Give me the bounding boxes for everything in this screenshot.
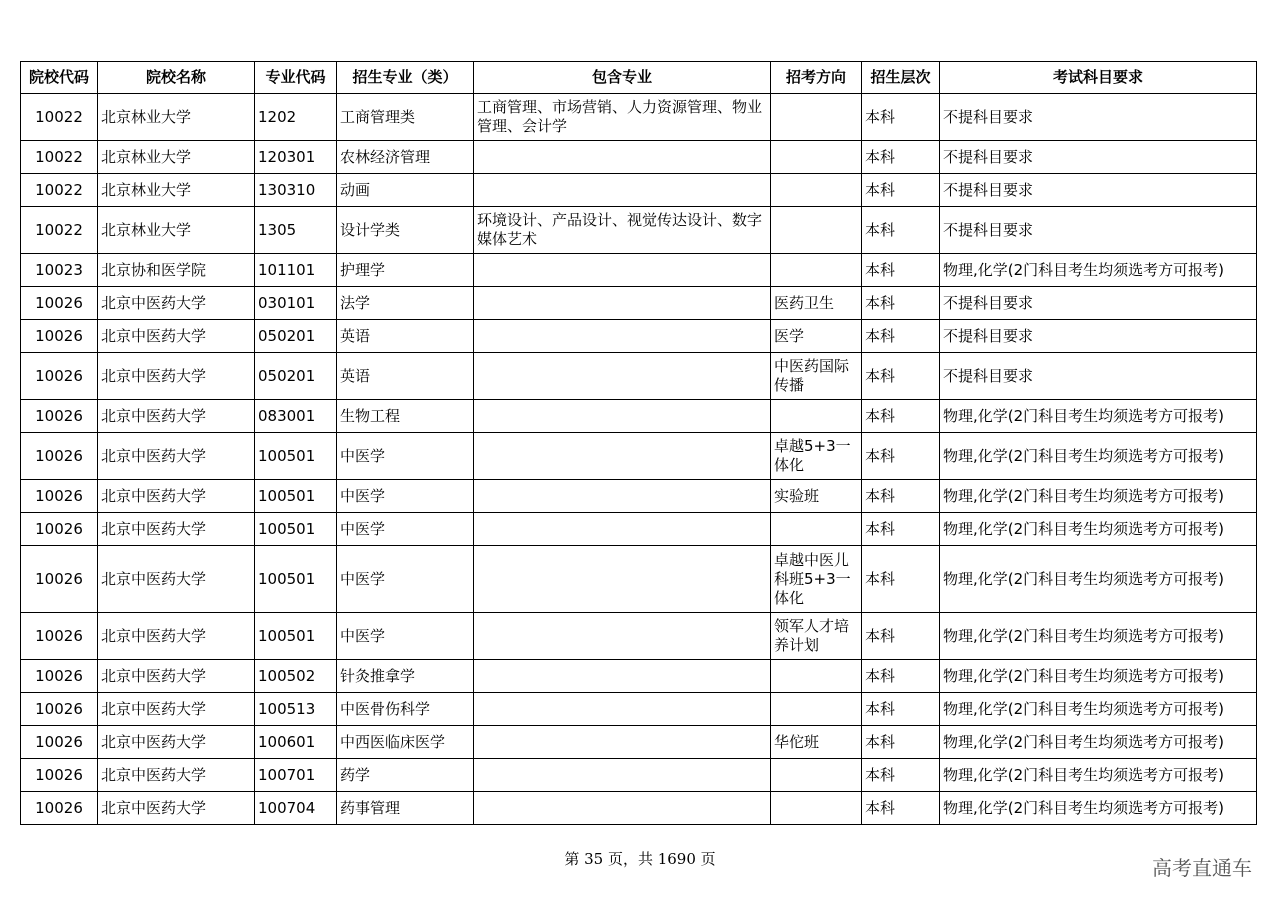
cell-school-code: 10022 [21,207,98,254]
cell-included-majors [474,792,771,825]
cell-school-name: 北京林业大学 [98,141,255,174]
cell-direction: 领军人才培养计划 [771,613,862,660]
cell-level: 本科 [862,513,940,546]
cell-included-majors [474,660,771,693]
cell-school-code: 10026 [21,546,98,613]
header-major-code: 专业代码 [255,62,337,94]
cell-subject-requirement: 物理,化学(2门科目考生均须选考方可报考) [940,613,1257,660]
cell-school-code: 10022 [21,94,98,141]
cell-level: 本科 [862,759,940,792]
table-row [21,353,1257,400]
cell-major-code: 100601 [255,726,337,759]
header-row [21,62,1257,94]
table-row [21,94,1257,141]
cell-included-majors [474,320,771,353]
cell-major-code: 083001 [255,400,337,433]
cell-major-code: 050201 [255,320,337,353]
cell-major-code: 1202 [255,94,337,141]
table-row [21,141,1257,174]
cell-school-code: 10026 [21,660,98,693]
cell-subject-requirement: 物理,化学(2门科目考生均须选考方可报考) [940,254,1257,287]
header-school-code: 院校代码 [21,62,98,94]
cell-level: 本科 [862,480,940,513]
cell-level: 本科 [862,433,940,480]
cell-direction [771,174,862,207]
cell-major: 中医学 [337,513,474,546]
cell-included-majors [474,693,771,726]
page-number: 第 35 页，共 1690 页 [564,850,716,868]
cell-school-code: 10022 [21,174,98,207]
cell-subject-requirement: 物理,化学(2门科目考生均须选考方可报考) [940,726,1257,759]
cell-level: 本科 [862,660,940,693]
cell-major: 中医学 [337,546,474,613]
cell-school-code: 10026 [21,480,98,513]
cell-school-code: 10026 [21,320,98,353]
cell-level: 本科 [862,287,940,320]
cell-level: 本科 [862,254,940,287]
cell-subject-requirement: 不提科目要求 [940,141,1257,174]
cell-included-majors: 环境设计、产品设计、视觉传达设计、数字媒体艺术 [474,207,771,254]
table-row [21,287,1257,320]
cell-level: 本科 [862,613,940,660]
cell-major-code: 100501 [255,613,337,660]
admission-table [20,61,1257,825]
cell-level: 本科 [862,94,940,141]
cell-school-name: 北京中医药大学 [98,287,255,320]
cell-subject-requirement: 物理,化学(2门科目考生均须选考方可报考) [940,546,1257,613]
table-row [21,254,1257,287]
cell-school-name: 北京中医药大学 [98,759,255,792]
cell-major: 动画 [337,174,474,207]
cell-major-code: 100501 [255,513,337,546]
cell-school-code: 10026 [21,693,98,726]
cell-major: 中西医临床医学 [337,726,474,759]
cell-subject-requirement: 不提科目要求 [940,287,1257,320]
cell-included-majors [474,513,771,546]
header-included-majors: 包含专业 [474,62,771,94]
cell-school-name: 北京中医药大学 [98,400,255,433]
cell-major-code: 100513 [255,693,337,726]
cell-school-name: 北京中医药大学 [98,513,255,546]
cell-school-name: 北京林业大学 [98,207,255,254]
cell-school-name: 北京协和医学院 [98,254,255,287]
table-row [21,480,1257,513]
cell-school-name: 北京中医药大学 [98,480,255,513]
cell-subject-requirement: 物理,化学(2门科目考生均须选考方可报考) [940,660,1257,693]
cell-major: 设计学类 [337,207,474,254]
table-row [21,726,1257,759]
cell-included-majors [474,546,771,613]
cell-major: 针灸推拿学 [337,660,474,693]
table-row [21,513,1257,546]
cell-major: 药学 [337,759,474,792]
cell-included-majors [474,174,771,207]
cell-subject-requirement: 物理,化学(2门科目考生均须选考方可报考) [940,480,1257,513]
cell-included-majors [474,287,771,320]
table-row [21,207,1257,254]
table-row [21,174,1257,207]
cell-major-code: 100501 [255,433,337,480]
cell-direction: 华佗班 [771,726,862,759]
cell-level: 本科 [862,353,940,400]
cell-level: 本科 [862,207,940,254]
cell-school-name: 北京林业大学 [98,174,255,207]
cell-direction: 卓越中医儿科班5+3一体化 [771,546,862,613]
cell-major: 工商管理类 [337,94,474,141]
header-major: 招生专业（类） [337,62,474,94]
cell-direction [771,94,862,141]
cell-level: 本科 [862,792,940,825]
table-row [21,400,1257,433]
cell-school-code: 10026 [21,513,98,546]
cell-direction [771,254,862,287]
cell-level: 本科 [862,546,940,613]
cell-subject-requirement: 物理,化学(2门科目考生均须选考方可报考) [940,433,1257,480]
cell-major: 中医学 [337,613,474,660]
cell-included-majors [474,433,771,480]
cell-school-code: 10026 [21,759,98,792]
cell-major-code: 100501 [255,480,337,513]
cell-included-majors [474,726,771,759]
cell-school-name: 北京中医药大学 [98,693,255,726]
cell-major: 农林经济管理 [337,141,474,174]
cell-direction [771,660,862,693]
cell-direction: 实验班 [771,480,862,513]
cell-included-majors [474,254,771,287]
cell-subject-requirement: 物理,化学(2门科目考生均须选考方可报考) [940,792,1257,825]
cell-major: 药事管理 [337,792,474,825]
cell-direction [771,792,862,825]
cell-school-name: 北京中医药大学 [98,726,255,759]
table-row [21,433,1257,480]
cell-school-name: 北京中医药大学 [98,546,255,613]
cell-school-name: 北京中医药大学 [98,792,255,825]
cell-included-majors [474,613,771,660]
cell-school-code: 10026 [21,400,98,433]
cell-included-majors [474,400,771,433]
cell-included-majors [474,141,771,174]
cell-level: 本科 [862,693,940,726]
cell-direction [771,207,862,254]
cell-direction: 医学 [771,320,862,353]
cell-direction [771,513,862,546]
cell-major-code: 100701 [255,759,337,792]
cell-level: 本科 [862,141,940,174]
table-row [21,660,1257,693]
cell-major-code: 100502 [255,660,337,693]
cell-subject-requirement: 不提科目要求 [940,174,1257,207]
cell-major-code: 100501 [255,546,337,613]
cell-major-code: 130310 [255,174,337,207]
cell-school-name: 北京中医药大学 [98,660,255,693]
cell-school-name: 北京中医药大学 [98,613,255,660]
cell-major: 生物工程 [337,400,474,433]
cell-school-code: 10026 [21,287,98,320]
cell-school-code: 10026 [21,353,98,400]
cell-subject-requirement: 不提科目要求 [940,320,1257,353]
cell-subject-requirement: 物理,化学(2门科目考生均须选考方可报考) [940,693,1257,726]
cell-school-name: 北京中医药大学 [98,433,255,480]
cell-major: 英语 [337,320,474,353]
table-row [21,320,1257,353]
cell-school-code: 10026 [21,726,98,759]
cell-direction [771,759,862,792]
cell-included-majors [474,759,771,792]
cell-subject-requirement: 物理,化学(2门科目考生均须选考方可报考) [940,759,1257,792]
cell-direction: 医药卫生 [771,287,862,320]
cell-included-majors: 工商管理、市场营销、人力资源管理、物业管理、会计学 [474,94,771,141]
cell-level: 本科 [862,320,940,353]
cell-major-code: 120301 [255,141,337,174]
cell-major: 中医骨伤科学 [337,693,474,726]
table-body [21,94,1257,825]
table-row [21,693,1257,726]
header-direction: 招考方向 [771,62,862,94]
table-row [21,759,1257,792]
cell-major: 中医学 [337,480,474,513]
cell-school-code: 10026 [21,792,98,825]
cell-school-name: 北京中医药大学 [98,353,255,400]
cell-major: 护理学 [337,254,474,287]
cell-major-code: 100704 [255,792,337,825]
cell-major: 法学 [337,287,474,320]
cell-direction: 中医药国际传播 [771,353,862,400]
cell-level: 本科 [862,174,940,207]
header-level: 招生层次 [862,62,940,94]
cell-major: 中医学 [337,433,474,480]
header-school-name: 院校名称 [98,62,255,94]
cell-school-code: 10023 [21,254,98,287]
cell-subject-requirement: 不提科目要求 [940,353,1257,400]
cell-subject-requirement: 不提科目要求 [940,207,1257,254]
cell-subject-requirement: 物理,化学(2门科目考生均须选考方可报考) [940,513,1257,546]
cell-direction [771,400,862,433]
cell-direction [771,141,862,174]
cell-subject-requirement: 物理,化学(2门科目考生均须选考方可报考) [940,400,1257,433]
cell-major-code: 050201 [255,353,337,400]
cell-included-majors [474,353,771,400]
cell-direction [771,693,862,726]
cell-included-majors [474,480,771,513]
cell-school-code: 10026 [21,613,98,660]
cell-school-code: 10022 [21,141,98,174]
cell-school-code: 10026 [21,433,98,480]
cell-subject-requirement: 不提科目要求 [940,94,1257,141]
table-row [21,792,1257,825]
cell-school-name: 北京中医药大学 [98,320,255,353]
cell-school-name: 北京林业大学 [98,94,255,141]
header-subject-requirement: 考试科目要求 [940,62,1257,94]
cell-major-code: 030101 [255,287,337,320]
cell-level: 本科 [862,726,940,759]
table-row [21,546,1257,613]
cell-major-code: 101101 [255,254,337,287]
cell-major-code: 1305 [255,207,337,254]
cell-direction: 卓越5+3一体化 [771,433,862,480]
table-row [21,613,1257,660]
watermark-logo: 高考直通车 [1152,856,1252,880]
cell-level: 本科 [862,400,940,433]
cell-major: 英语 [337,353,474,400]
